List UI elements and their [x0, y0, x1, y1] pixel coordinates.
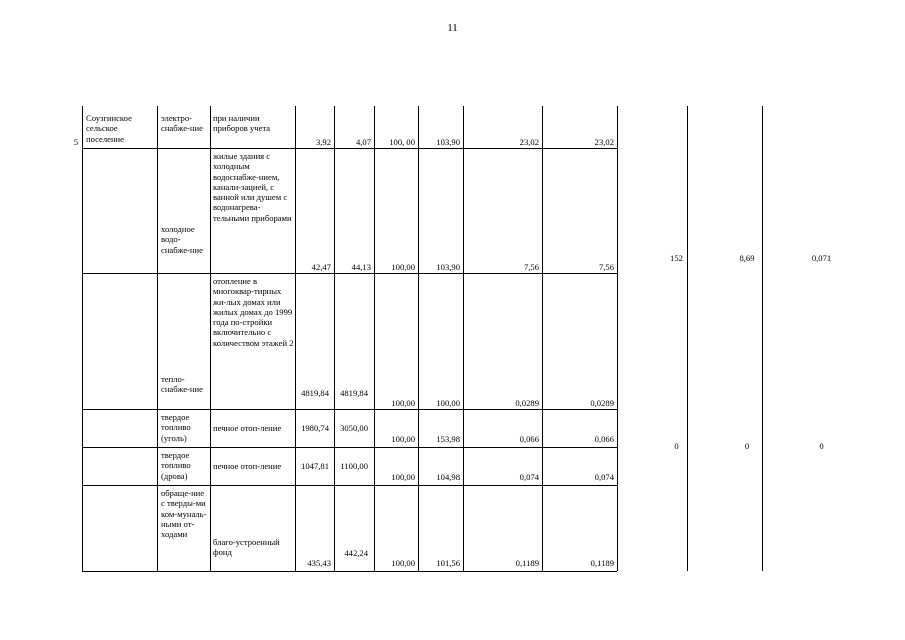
service-type: холодное водо-снабже-ние: [161, 224, 203, 255]
service-conditions: благо-устроенный фонд: [213, 537, 280, 558]
value-6: 7,56: [598, 262, 614, 272]
service-type: обраще-ние с тверды-ми ком-муналь-ными от-ходами: [161, 488, 207, 540]
settlement-name: Соузгинское сельское поселение: [86, 113, 132, 144]
value-5: 0,074: [519, 472, 539, 482]
value-1: 435,43: [307, 558, 331, 568]
value-4: 153,98: [436, 434, 460, 444]
merged-group1-c: 0,071: [811, 253, 832, 263]
value-2: 4,07: [355, 137, 371, 147]
value-4: 103,90: [436, 137, 460, 147]
value-1: 1047,81: [301, 461, 329, 471]
value-2: 1100,00: [340, 461, 368, 471]
value-5: 0,066: [519, 434, 539, 444]
value-4: 103,90: [436, 262, 460, 272]
service-conditions: отопление в многоквар-тирных жи-лых домах или жилых домах до 1999 года по-стройки включительно с количеством этажей 2: [213, 276, 294, 348]
value-3: 100,00: [391, 434, 415, 444]
merged-group2-b: 0: [744, 441, 750, 451]
value-1: 1980,74: [301, 423, 329, 433]
page-number: 11: [447, 22, 458, 34]
value-1: 4819,84: [301, 388, 329, 398]
merged-group1-b: 8,69: [739, 253, 755, 263]
value-4: 101,56: [436, 558, 460, 568]
service-conditions: печное отоп-ление: [213, 423, 282, 433]
value-5: 23,02: [519, 137, 539, 147]
value-3: 100,00: [391, 472, 415, 482]
merged-group1-a: 152: [670, 253, 683, 263]
service-type: электро-снабже-ние: [161, 113, 203, 134]
merged-group2-c: 0: [819, 441, 824, 451]
value-2: 44,13: [351, 262, 371, 272]
service-conditions: жилые здания с холодным водоснабже-нием, канали-зацией, с ванной или душем с водонагрева-тельными приборами: [213, 151, 292, 223]
value-3: 100,00: [391, 558, 415, 568]
value-6: 0,1189: [590, 558, 614, 568]
service-type: твердое топливо (уголь): [161, 412, 191, 443]
value-6: 23,02: [594, 137, 614, 147]
service-type: тепло-снабже-ние: [161, 374, 203, 395]
value-5: 0,0289: [515, 398, 539, 408]
value-6: 0,0289: [590, 398, 614, 408]
merged-group2-a: 0: [674, 441, 679, 451]
value-5: 0,1189: [515, 558, 539, 568]
value-1: 42,47: [311, 262, 331, 272]
value-3: 100, 00: [389, 137, 415, 147]
value-2: 4819,84: [340, 388, 368, 398]
value-2: 442,24: [344, 548, 368, 558]
service-conditions: печное отоп-ление: [213, 461, 282, 471]
value-6: 0,074: [594, 472, 614, 482]
value-6: 0,066: [594, 434, 614, 444]
service-conditions: при наличии приборов учета: [213, 113, 271, 134]
value-5: 7,56: [523, 262, 539, 272]
service-type: твердое топливо (дрова): [161, 450, 191, 481]
value-3: 100,00: [391, 398, 415, 408]
value-3: 100,00: [391, 262, 415, 272]
value-4: 100,00: [436, 398, 460, 408]
value-4: 104,98: [436, 472, 460, 482]
value-1: 3,92: [315, 137, 331, 147]
row-number: 5: [73, 137, 78, 147]
value-2: 3050,00: [340, 423, 368, 433]
